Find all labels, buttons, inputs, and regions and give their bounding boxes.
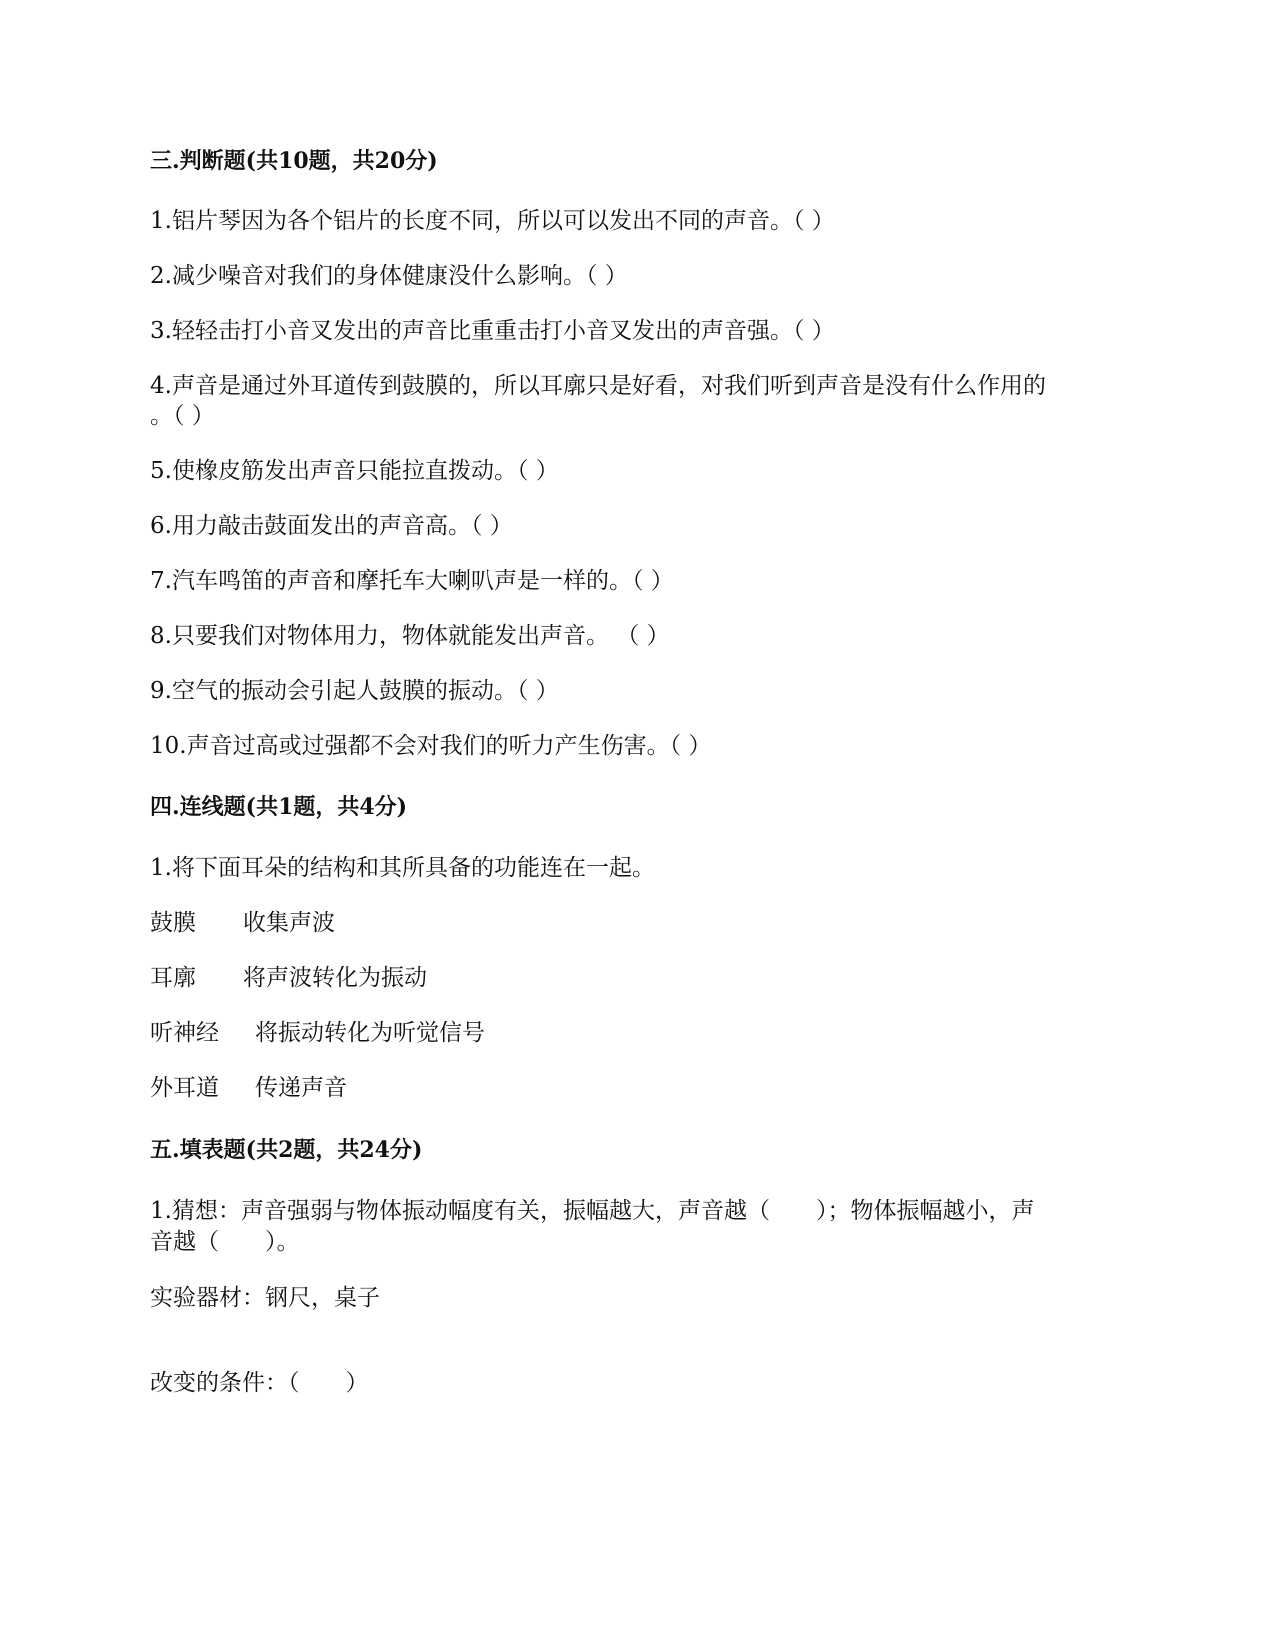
question-3-5: 5.使橡皮筋发出声音只能拉直拨动。（ ） <box>150 458 559 484</box>
section-5-title: 五.填表题(共2题，共24分) <box>150 1137 423 1163</box>
match-right-3: 将振动转化为听觉信号 <box>255 1020 485 1046</box>
question-3-7: 7.汽车鸣笛的声音和摩托车大喇叭声是一样的。（ ） <box>150 568 674 594</box>
section-3-title: 三.判断题(共10题，共20分) <box>150 148 438 174</box>
match-left-2: 耳廓 <box>150 965 196 991</box>
match-left-1: 鼓膜 <box>150 910 196 936</box>
question-3-4-continuation: 。（ ） <box>150 403 215 429</box>
question-3-2: 2.减少噪音对我们的身体健康没什么影响。（ ） <box>150 263 628 289</box>
match-left-4: 外耳道 <box>150 1075 219 1101</box>
experiment-materials: 实验器材：钢尺，桌子 <box>150 1285 380 1311</box>
question-3-6: 6.用力敲击鼓面发出的声音高。（ ） <box>150 513 513 539</box>
question-3-4: 4.声音是通过外耳道传到鼓膜的，所以耳廓只是好看，对我们听到声音是没有什么作用的 <box>150 373 1046 399</box>
changed-condition: 改变的条件：（ ） <box>150 1370 369 1396</box>
match-right-4: 传递声音 <box>255 1075 347 1101</box>
question-5-1-line-2: 音越（ ）。 <box>150 1229 300 1255</box>
match-left-3: 听神经 <box>150 1020 219 1046</box>
section-4-title: 四.连线题(共1题，共4分) <box>150 794 408 820</box>
question-5-1-line-1: 1.猜想：声音强弱与物体振动幅度有关，振幅越大，声音越（ ）；物体振幅越小，声 <box>150 1198 1035 1224</box>
question-3-3: 3.轻轻击打小音叉发出的声音比重重击打小音叉发出的声音强。（ ） <box>150 318 835 344</box>
question-3-10: 10.声音过高或过强都不会对我们的听力产生伤害。（ ） <box>150 733 712 759</box>
match-right-2: 将声波转化为振动 <box>243 965 427 991</box>
question-3-9: 9.空气的振动会引起人鼓膜的振动。（ ） <box>150 678 559 704</box>
match-right-1: 收集声波 <box>243 910 335 936</box>
question-3-1: 1.铝片琴因为各个铝片的长度不同，所以可以发出不同的声音。（ ） <box>150 208 835 234</box>
question-3-8: 8.只要我们对物体用力，物体就能发出声音。 （ ） <box>150 623 670 649</box>
question-4-1: 1.将下面耳朵的结构和其所具备的功能连在一起。 <box>150 855 655 881</box>
